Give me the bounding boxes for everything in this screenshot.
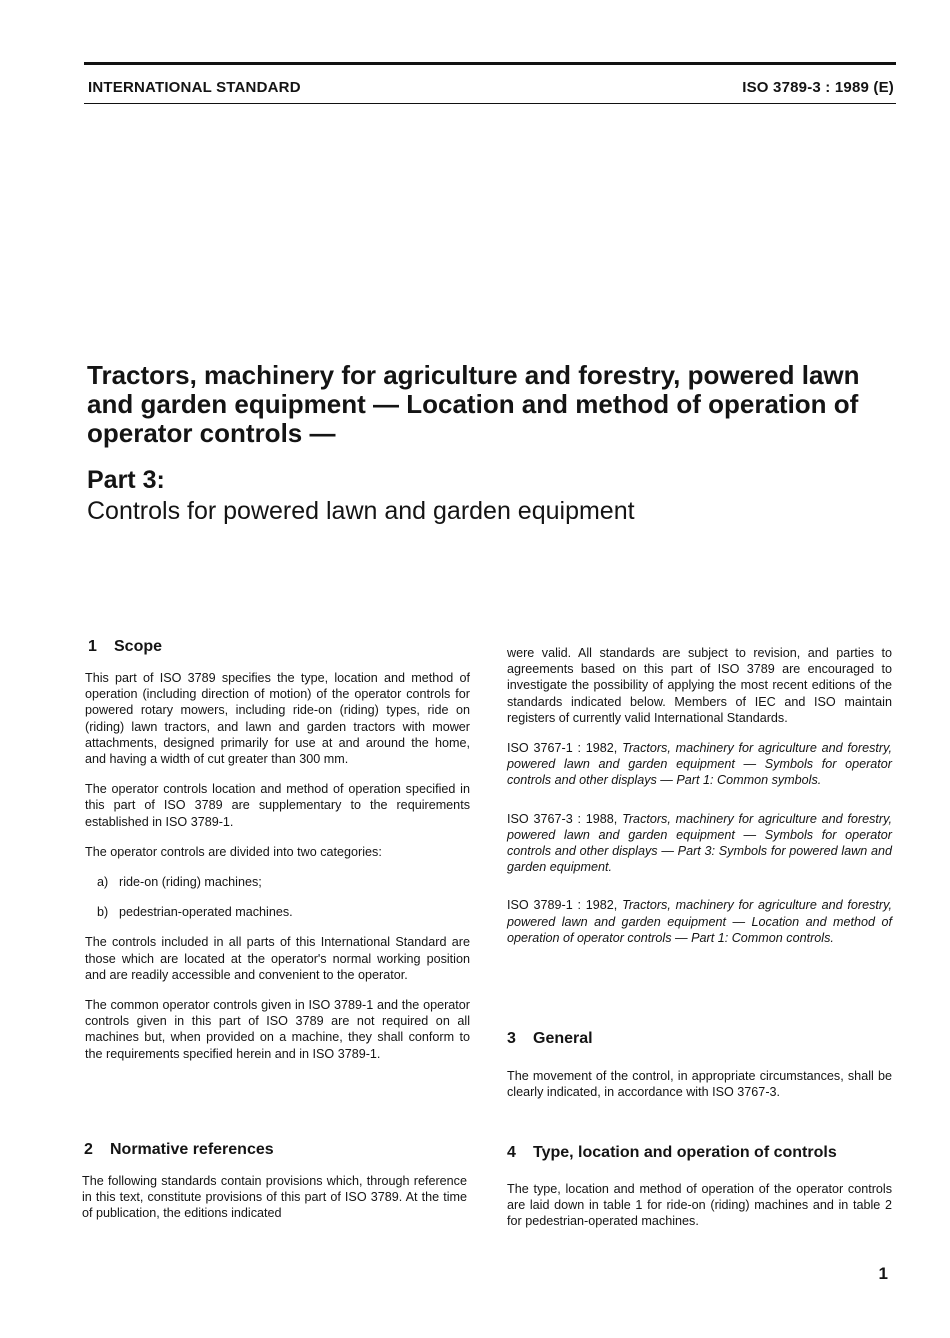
document-title: Tractors, machinery for agriculture and forestry, powered lawn and garden equipment — Location and method of operation of operator controls — xyxy=(87,360,860,448)
section-title: Normative references xyxy=(110,1141,274,1158)
header-rule-bottom xyxy=(84,103,896,104)
type-block xyxy=(507,1181,892,1244)
part-subtitle: Controls for powered lawn and garden equipment xyxy=(87,497,635,525)
general-block xyxy=(507,1068,892,1114)
list-label: b) xyxy=(97,905,109,920)
reference-item xyxy=(507,740,892,789)
document-type: INTERNATIONAL STANDARD xyxy=(88,79,301,96)
section-4-heading xyxy=(507,1144,837,1162)
reference-title: Tractors, machinery for agriculture and forestry, powered lawn and garden equipment — Symbols for operator controls and other displays — Part 1: Common symbols. xyxy=(507,741,892,788)
section-2-heading xyxy=(84,1141,274,1159)
section-number: 1 xyxy=(88,638,97,655)
page-number: 1 xyxy=(878,1264,888,1283)
document-number: ISO 3789-3 : 1989 (E) xyxy=(742,79,894,96)
section-title: General xyxy=(533,1030,593,1047)
section-number: 4 xyxy=(507,1144,516,1161)
header-rule xyxy=(84,62,896,65)
reference-item xyxy=(507,897,892,946)
list-item xyxy=(97,904,470,920)
list-label: a) xyxy=(97,875,109,890)
scope-paragraph-1: This part of ISO 3789 specifies the type, location and method of operation (including direction of motion) of the operator controls for powered rotary mowers, including ride-on (riding) types, ride on (riding) lawn tractors, and lawn and garden tractors with mower attachments, designed primarily for use at and around the home, and having a width of cut greater than 300 mm. xyxy=(85,671,470,767)
type-paragraph: The type, location and method of operation of the operator controls are laid down in table 1 for ride-on (riding) machines and in table 2 for pedestrian-operated machines. xyxy=(507,1182,892,1229)
section-title: Type, location and operation of controls xyxy=(533,1144,837,1161)
normative-paragraph-1: The following standards contain provisions which, through reference in this text, constitute provisions of this part of ISO 3789. At the time of publication, the editions indicated xyxy=(82,1174,467,1221)
left-column-bottom xyxy=(82,1173,467,1236)
section-title: Scope xyxy=(114,638,163,655)
normative-paragraph-1-continued: were valid. All standards are subject to revision, and parties to agreements based on this part of ISO 3789 are encouraged to investigate the possibility of applying the most recent editions of the standards indicated below. Members of IEC and ISO maintain registers of currently valid International Standards. xyxy=(507,646,892,725)
reference-title: Tractors, machinery for agriculture and forestry, powered lawn and garden equipment — Location and method of operation of operator controls — Part 1: Common controls. xyxy=(507,898,892,945)
reference-code: ISO 3767-3 : 1988, xyxy=(507,811,618,826)
left-column xyxy=(85,670,470,1076)
section-3-heading xyxy=(507,1030,593,1048)
scope-paragraph-3: The operator controls are divided into two categories: xyxy=(85,844,382,859)
scope-paragraph-4: The controls included in all parts of this International Standard are those which are located at the operator's normal working position and are readily accessible and convenient to the operator. xyxy=(85,935,470,982)
right-column xyxy=(507,645,892,960)
list-text: ride-on (riding) machines; xyxy=(119,875,262,890)
scope-paragraph-2: The operator controls location and method of operation specified in this part of ISO 3789 are supplementary to the requirements established in ISO 3789-1. xyxy=(85,782,470,829)
reference-item xyxy=(507,811,892,876)
list-item xyxy=(97,874,470,890)
reference-code: ISO 3789-1 : 1982, xyxy=(507,898,618,913)
part-label: Part 3: xyxy=(87,466,165,494)
scope-paragraph-5: The common operator controls given in ISO 3789-1 and the operator controls given in this part of ISO 3789 are not required on all machines but, when provided on a machine, they shall conform to the requirements specified herein and in ISO 3789-1. xyxy=(85,998,470,1061)
section-number: 2 xyxy=(84,1141,93,1158)
reference-code: ISO 3767-1 : 1982, xyxy=(507,741,618,756)
section-number: 3 xyxy=(507,1030,516,1047)
section-1-heading xyxy=(88,638,162,656)
general-paragraph: The movement of the control, in appropriate circumstances, shall be clearly indicated, in accordance with ISO 3767-3. xyxy=(507,1069,892,1100)
list-text: pedestrian-operated machines. xyxy=(119,905,293,920)
reference-title: Tractors, machinery for agriculture and forestry, powered lawn and garden equipment — Symbols for operator controls and other displays — Part 3: Symbols for powered lawn and garden equipment. xyxy=(507,811,892,875)
